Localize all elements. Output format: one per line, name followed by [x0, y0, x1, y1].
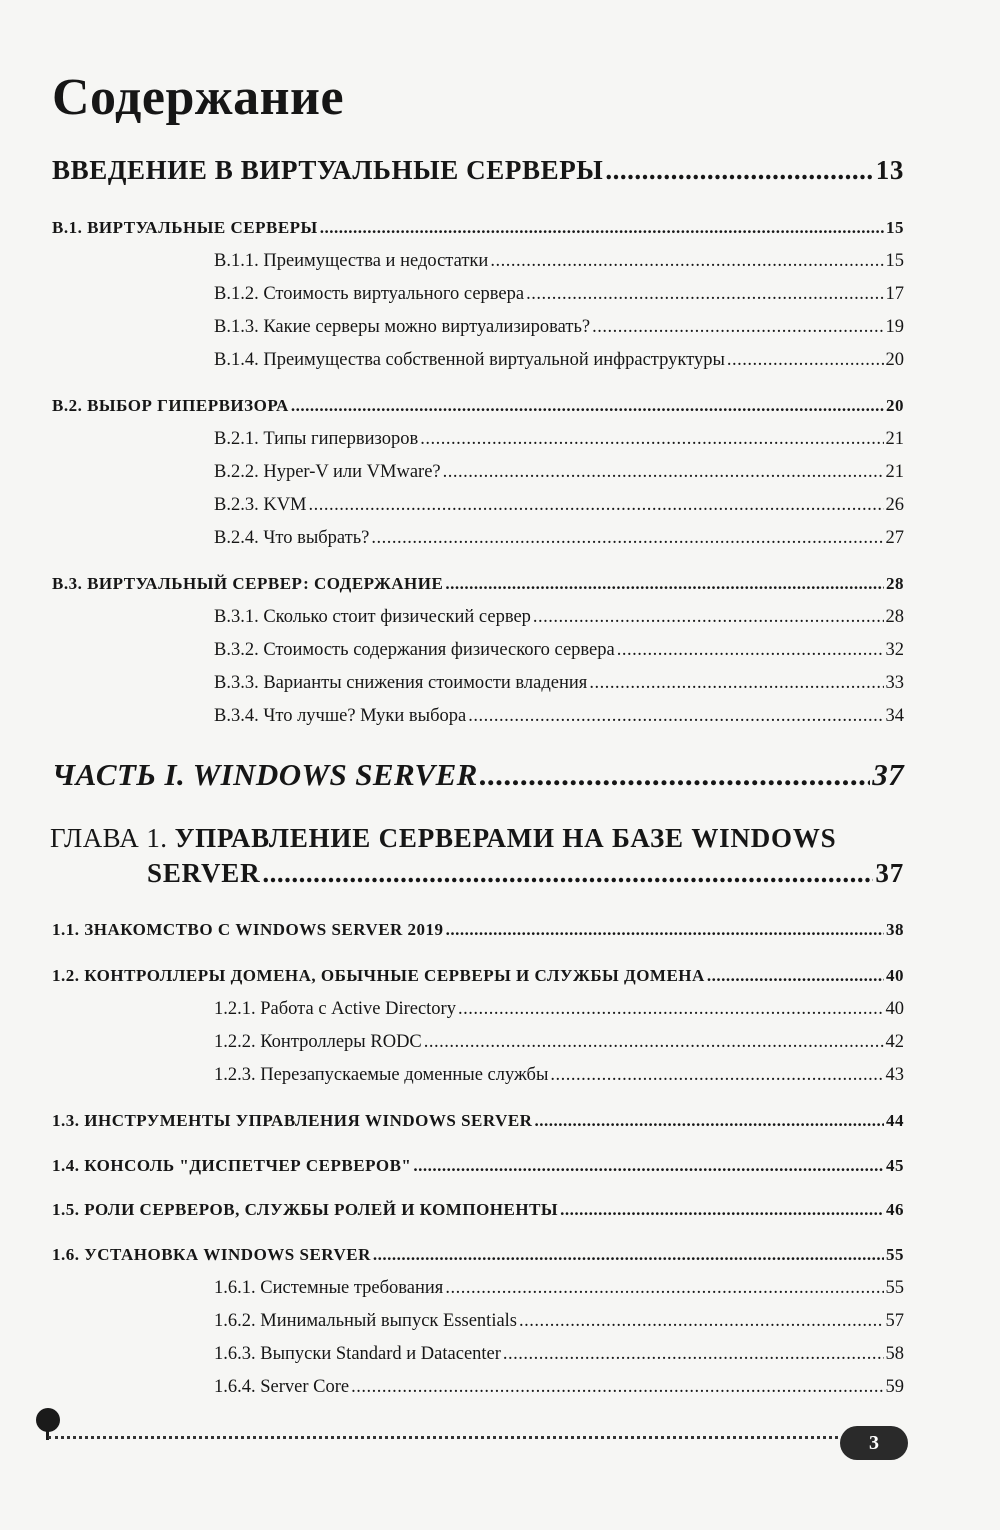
- toc-subsection-entry[interactable]: [214, 495, 904, 516]
- toc-entry-label: 1.5. РОЛИ СЕРВЕРОВ, СЛУЖБЫ РОЛЕЙ И КОМПОНЕНТЫ: [52, 1200, 559, 1219]
- toc-subsection-entry[interactable]: [214, 251, 904, 272]
- leader-dots: [445, 1278, 883, 1299]
- toc-entry-page: 19: [885, 317, 904, 337]
- toc-subsection-entry[interactable]: [214, 350, 904, 371]
- toc-entry-label: В.1.1. Преимущества и недостатки: [214, 251, 489, 271]
- toc-section-entry[interactable]: [52, 396, 904, 416]
- toc-entry-page: 32: [885, 640, 904, 660]
- leader-dots: [503, 1344, 884, 1365]
- toc-section-entry[interactable]: [52, 574, 904, 594]
- toc-entry-page: 27: [885, 528, 904, 548]
- toc-subsection-entry[interactable]: [214, 429, 904, 450]
- toc-entry-page: 38: [886, 920, 904, 939]
- toc-entry-page: 55: [886, 1245, 904, 1264]
- toc-entry-label: 1.2.3. Перезапускаемые доменные службы: [214, 1065, 549, 1085]
- toc-entry-label: В.2.3. KVM: [214, 495, 307, 515]
- toc-entry-page: 37: [875, 858, 904, 888]
- toc-entry-label: 1.6.3. Выпуски Standard и Datacenter: [214, 1344, 501, 1364]
- leader-dots: [351, 1377, 883, 1398]
- toc-entry-label: В.3.3. Варианты снижения стоимости владения: [214, 673, 588, 693]
- chapter-prefix: ГЛАВА 1.: [50, 823, 168, 853]
- leader-dots: [262, 858, 873, 889]
- leader-dots: [420, 429, 883, 450]
- toc-subsection-entry[interactable]: [214, 673, 904, 694]
- toc-entry-label: В.3.2. Стоимость содержания физического сервера: [214, 640, 615, 660]
- toc-entry-page: 40: [885, 999, 904, 1019]
- toc-entry-label: 1.2. КОНТРОЛЛЕРЫ ДОМЕНА, ОБЫЧНЫЕ СЕРВЕРЫ И СЛУЖБЫ ДОМЕНА: [52, 966, 705, 985]
- toc-entry-page: 40: [886, 966, 904, 985]
- leader-dots: [519, 1311, 883, 1332]
- toc-entry-label: 1.6.2. Минимальный выпуск Essentials: [214, 1311, 518, 1331]
- leader-dots: [320, 218, 884, 238]
- toc-entry-page: 15: [885, 251, 904, 271]
- toc-entry-page: 57: [885, 1311, 904, 1331]
- toc-entry-label: В.2.4. Что выбрать?: [214, 528, 370, 548]
- toc-subsection-entry[interactable]: [214, 528, 904, 549]
- leader-dots: [534, 1111, 884, 1131]
- toc-entry-page: 28: [886, 574, 904, 593]
- leader-dots: [550, 1065, 883, 1086]
- leader-dots: [371, 528, 883, 549]
- toc-subsection-entry[interactable]: [214, 999, 904, 1020]
- toc-entry-page: 55: [885, 1278, 904, 1298]
- footer-dotted-rule: [48, 1436, 838, 1442]
- toc-subsection-entry[interactable]: [214, 1311, 904, 1332]
- leader-dots: [589, 673, 883, 694]
- leader-dots: [443, 462, 884, 483]
- leader-dots: [373, 1245, 884, 1265]
- toc-entry-label: В.3.1. Сколько стоит физический сервер: [214, 607, 531, 627]
- toc-entry-page: 59: [885, 1377, 904, 1397]
- toc-entry-label: В.2. ВЫБОР ГИПЕРВИЗОРА: [52, 396, 289, 415]
- leader-dots: [707, 966, 884, 986]
- leader-dots: [424, 1032, 884, 1053]
- toc-entry-label: ВВЕДЕНИЕ В ВИРТУАЛЬНЫЕ СЕРВЕРЫ: [52, 155, 604, 185]
- leader-dots: [605, 155, 873, 186]
- leader-dots: [309, 495, 884, 516]
- leader-dots: [413, 1156, 884, 1176]
- leader-dots: [445, 574, 884, 594]
- leader-dots: [533, 607, 884, 628]
- toc-entry-label: 1.3. ИНСТРУМЕНТЫ УПРАВЛЕНИЯ WINDOWS SERVER: [52, 1111, 533, 1130]
- toc-entry-page: 37: [872, 757, 904, 792]
- toc-entry-page: 34: [885, 706, 904, 726]
- page-number-badge: 3: [840, 1426, 908, 1460]
- toc-entry-page: 21: [885, 462, 904, 482]
- leader-dots: [526, 284, 883, 305]
- toc-entry-label: 1.4. КОНСОЛЬ "ДИСПЕТЧЕР СЕРВЕРОВ": [52, 1156, 412, 1175]
- toc-section-entry[interactable]: [52, 1200, 904, 1220]
- toc-entry-label: 1.2.2. Контроллеры RODC: [214, 1032, 422, 1052]
- toc-entry-label: 1.6.4. Server Core: [214, 1377, 350, 1397]
- leader-dots: [468, 706, 883, 727]
- chapter-title-continued: SERVER: [147, 858, 261, 888]
- toc-entry-label: В.3. ВИРТУАЛЬНЫЙ СЕРВЕР: СОДЕРЖАНИЕ: [52, 574, 444, 593]
- leader-dots: [560, 1200, 884, 1220]
- toc-entry-label: 1.1. ЗНАКОМСТВО С WINDOWS SERVER 2019: [52, 920, 444, 939]
- toc-entry-label: 1.2.1. Работа с Active Directory: [214, 999, 456, 1019]
- toc-section-entry[interactable]: [52, 1245, 904, 1265]
- toc-entry-page: 20: [885, 350, 904, 370]
- toc-entry-label: В.1.3. Какие серверы можно виртуализировать?: [214, 317, 591, 337]
- toc-entry-page: 28: [885, 607, 904, 627]
- toc-entry-page: 20: [886, 396, 904, 415]
- toc-subsection-entry[interactable]: [214, 1032, 904, 1053]
- toc-entry-page: 46: [886, 1200, 904, 1219]
- toc-entry-label: В.3.4. Что лучше? Муки выбора: [214, 706, 467, 726]
- toc-section-entry[interactable]: [52, 1156, 904, 1176]
- toc-entry-page: 44: [886, 1111, 904, 1130]
- toc-entry-page: 15: [886, 218, 904, 237]
- toc-subsection-entry[interactable]: [214, 1278, 904, 1299]
- leader-dots: [727, 350, 884, 371]
- toc-entry-label: 1.6. УСТАНОВКА WINDOWS SERVER: [52, 1245, 371, 1264]
- leader-dots: [617, 640, 884, 661]
- toc-intro-entry[interactable]: [52, 155, 904, 186]
- toc-chapter-entry[interactable]: [50, 823, 836, 854]
- toc-entry-label: 1.6.1. Системные требования: [214, 1278, 444, 1298]
- toc-entry-page: 43: [885, 1065, 904, 1085]
- toc-entry-page: 26: [885, 495, 904, 515]
- toc-entry-label: В.2.1. Типы гипервизоров: [214, 429, 419, 449]
- toc-subsection-entry[interactable]: [214, 317, 904, 338]
- chapter-title: УПРАВЛЕНИЕ СЕРВЕРАМИ НА БАЗЕ WINDOWS: [174, 823, 837, 853]
- toc-subsection-entry[interactable]: [214, 1377, 904, 1398]
- leader-dots: [291, 396, 884, 416]
- toc-section-entry[interactable]: [52, 218, 904, 238]
- toc-entry-page: 42: [885, 1032, 904, 1052]
- leader-dots: [480, 757, 870, 793]
- toc-section-entry[interactable]: [52, 966, 904, 986]
- toc-subsection-entry[interactable]: [214, 284, 904, 305]
- leader-dots: [490, 251, 883, 272]
- toc-entry-page: 33: [885, 673, 904, 693]
- toc-section-entry[interactable]: [52, 920, 904, 940]
- leader-dots: [592, 317, 883, 338]
- toc-section-entry[interactable]: [52, 1111, 904, 1131]
- toc-subsection-entry[interactable]: [214, 1065, 904, 1086]
- toc-entry-label: В.2.2. Hyper-V или VMware?: [214, 462, 441, 482]
- leader-dots: [458, 999, 884, 1020]
- toc-subsection-entry[interactable]: [214, 462, 904, 483]
- toc-subsection-entry[interactable]: [214, 706, 904, 727]
- leader-dots: [446, 920, 884, 940]
- toc-subsection-entry[interactable]: [214, 607, 904, 628]
- toc-entry-label: В.1.4. Преимущества собственной виртуальной инфраструктуры: [214, 350, 725, 370]
- toc-subsection-entry[interactable]: [214, 1344, 904, 1365]
- toc-entry-page: 58: [885, 1344, 904, 1364]
- toc-entry-label: В.1. ВИРТУАЛЬНЫЕ СЕРВЕРЫ: [52, 218, 318, 237]
- toc-part-entry[interactable]: [52, 757, 904, 793]
- toc-entry-page: 13: [875, 155, 904, 185]
- toc-entry-page: 17: [885, 284, 904, 304]
- toc-chapter-entry-continued[interactable]: [147, 858, 904, 889]
- toc-entry-label: ЧАСТЬ I. WINDOWS SERVER: [52, 757, 478, 792]
- page-title: Содержание: [52, 69, 345, 126]
- toc-entry-label: В.1.2. Стоимость виртуального сервера: [214, 284, 525, 304]
- toc-subsection-entry[interactable]: [214, 640, 904, 661]
- toc-entry-page: 45: [886, 1156, 904, 1175]
- toc-entry-page: 21: [885, 429, 904, 449]
